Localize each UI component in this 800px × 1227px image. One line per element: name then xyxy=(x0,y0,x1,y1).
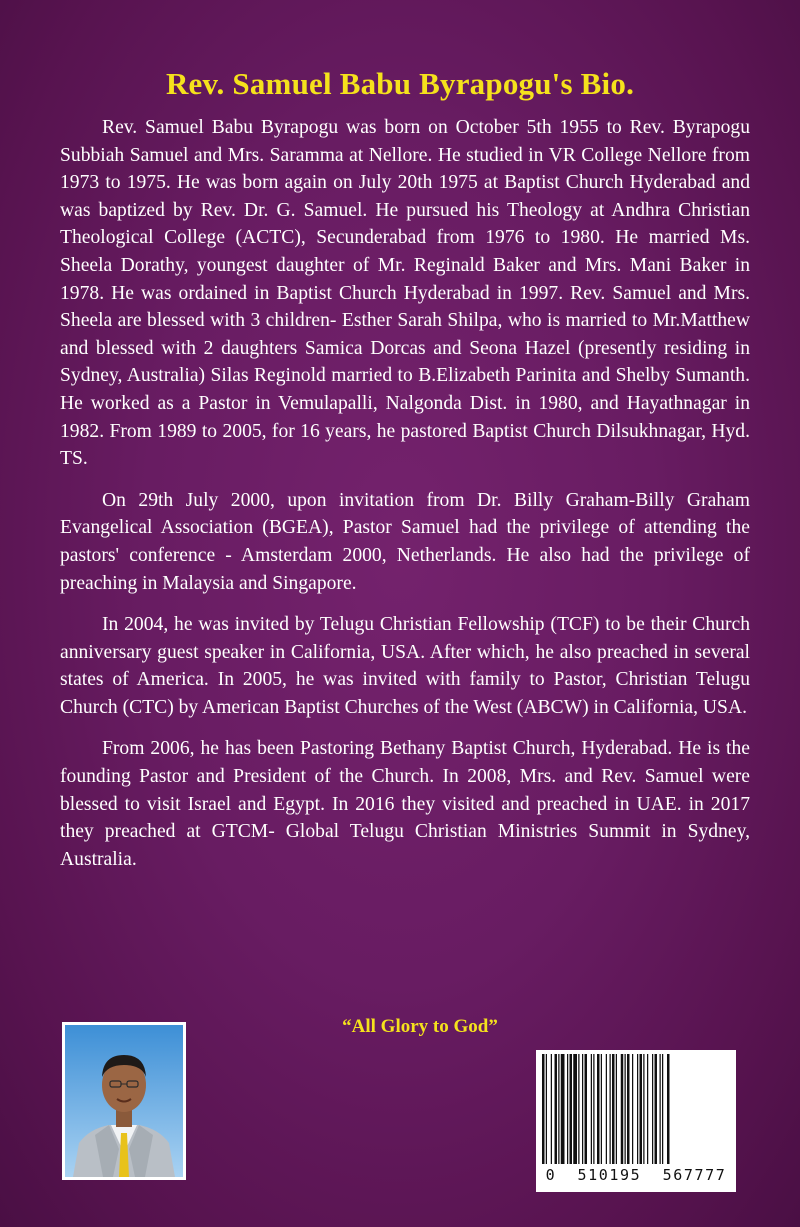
author-photo xyxy=(62,1022,186,1180)
bio-body xyxy=(60,114,750,887)
barcode-graphic xyxy=(536,1050,736,1168)
barcode-number: 0 510195 567777 xyxy=(545,1166,727,1184)
barcode-bars xyxy=(536,1050,736,1168)
author-portrait-image xyxy=(65,1025,183,1177)
closing-quote: “All Glory to God” xyxy=(342,1016,498,1037)
bio-paragraph-1: Rev. Samuel Babu Byrapogu was born on October 5th 1955 to Rev. Byrapogu Subbiah Samuel and Mrs. Saramma at Nellore. He studied in VR College Nellore from 1973 to 1975. He was born again on July 20th 1975 at Baptist Church Hyderabad and was baptized by Rev. Dr. G. Samuel. He pursued his Theology at Andhra Christian Theological College (ACTC), Secunderabad from 1976 to 1980. He married Ms. Sheela Dorathy, youngest daughter of Mr. Reginald Baker and Mrs. Mani Baker in 1978. He was ordained in Baptist Church Hyderabad in 1997. Rev. Samuel and Mrs. Sheela are blessed with 3 children- Esther Sarah Shilpa, who is married to Mr.Matthew and blessed with 2 daughters Samica Dorcas and Seona Hazel (presently residing in Sydney, Australia) Silas Reginold married to B.Elizabeth Parinita and Shelby Sumanth. He worked as a Pastor in Vemulapalli, Nalgonda Dist. in 1980, and Hayathnagar in 1982. From 1989 to 2005, for 16 years, he pastored Baptist Church Dilsukhnagar, Hyd. TS. xyxy=(60,117,750,470)
bio-title: Rev. Samuel Babu Byrapogu's Bio. xyxy=(165,66,635,101)
bio-paragraph-3: In 2004, he was invited by Telugu Christian Fellowship (TCF) to be their Church anniversary guest speaker in California, USA. After which, he also preached in several states of America. In 2005, he was invited with family to Pastor, Christian Telugu Church (CTC) by American Baptist Churches of the West (ABCW) in California, USA. xyxy=(60,614,750,718)
barcode xyxy=(536,1050,736,1192)
bio-paragraph-4: From 2006, he has been Pastoring Bethany Baptist Church, Hyderabad. He is the founding Pastor and President of the Church. In 2008, Mrs. and Rev. Samuel were blessed to visit Israel and Egypt. In 2016 they visited and preached in UAE. in 2017 they preached at GTCM- Global Telugu Christian Ministries Summit in Sydney, Australia. xyxy=(60,738,750,870)
bio-paragraph-2: On 29th July 2000, upon invitation from Dr. Billy Graham-Billy Graham Evangelical Association (BGEA), Pastor Samuel had the privilege of attending the pastors' conference - Amsterdam 2000, Netherlands. He also had the privilege of preaching in Malaysia and Singapore. xyxy=(60,489,750,594)
